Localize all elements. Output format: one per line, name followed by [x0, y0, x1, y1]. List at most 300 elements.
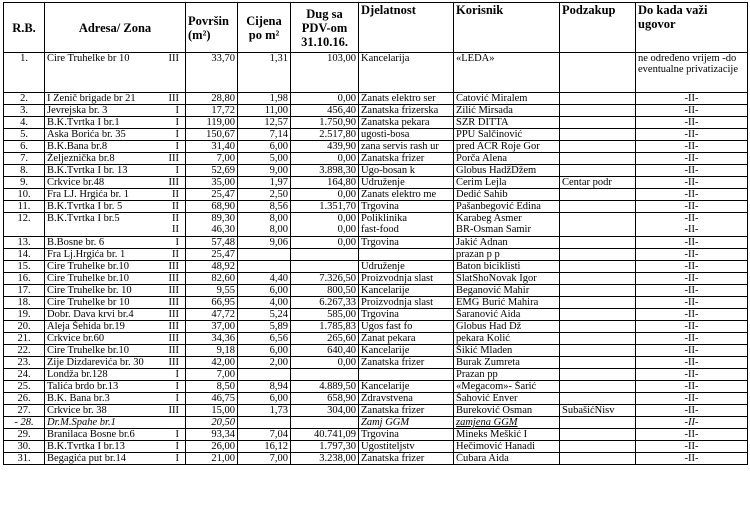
cell-djelatnost: Zanatska pekara: [359, 117, 454, 129]
cell-do-kada: -II-: [636, 297, 748, 309]
cell-podzakup: [560, 105, 636, 117]
cell-rb: 4.: [4, 117, 45, 129]
cell-podzakup: [560, 141, 636, 153]
cell-dug: 0,00: [291, 153, 359, 165]
cell-rb: 1.: [4, 53, 45, 93]
address-text: Dr.M.Spahe br.1: [47, 417, 116, 428]
zone-text: III: [168, 53, 179, 64]
cell-dug: 0,00 0,00: [291, 213, 359, 237]
cell-cijena: [238, 417, 291, 429]
table-row: [4, 369, 748, 381]
cell-cijena: [238, 369, 291, 381]
cell-dug: [291, 417, 359, 429]
zone-text: III: [168, 333, 179, 344]
cell-povrsin: 7,00: [186, 153, 238, 165]
address-text: Dobr. Dava krvi br.4: [47, 309, 134, 320]
cell-podzakup: [560, 213, 636, 237]
cell-adresa: [45, 249, 186, 261]
cell-adresa: [45, 345, 186, 357]
cell-djelatnost: Trgovina: [359, 309, 454, 321]
cell-podzakup: [560, 441, 636, 453]
address-text: B.K.Bana br.8: [47, 141, 108, 152]
cell-rb: 10.: [4, 189, 45, 201]
cell-povrsin: 33,70: [186, 53, 238, 93]
cell-dug: 3.238,00: [291, 453, 359, 465]
zone-text: I: [175, 369, 179, 380]
cell-djelatnost: Ugostiteljstv: [359, 441, 454, 453]
cell-podzakup: [560, 285, 636, 297]
cell-djelatnost: ugosti-bosa: [359, 129, 454, 141]
header-djelatnost: Djelatnost: [359, 3, 454, 53]
cell-do-kada: -II-: [636, 273, 748, 285]
cell-dug: 1.797,30: [291, 441, 359, 453]
cell-cijena: [238, 249, 291, 261]
cell-dug: 304,00: [291, 405, 359, 417]
cell-adresa: [45, 273, 186, 285]
cell-adresa: [45, 93, 186, 105]
cell-do-kada: -II-: [636, 357, 748, 369]
cell-adresa: [45, 405, 186, 417]
cell-korisnik: Prazan pp: [454, 369, 560, 381]
cell-do-kada: -II-: [636, 285, 748, 297]
cell-rb: 7.: [4, 153, 45, 165]
table-row: [4, 177, 748, 189]
address-text: Ćire Truhelke br 10: [47, 297, 130, 308]
address-text: B.Bosne br. 6: [47, 237, 105, 248]
address-text: Aska Borića br. 35: [47, 129, 126, 140]
lease-table: [3, 2, 748, 465]
header-cijena: Cijena po m²: [238, 3, 291, 53]
table-row: [4, 417, 748, 429]
address-text: Fra LJ. Hrgića br. 1: [47, 189, 130, 200]
header-row: [4, 3, 748, 53]
cell-do-kada: -II- -II-: [636, 213, 748, 237]
cell-povrsin: 20,50: [186, 417, 238, 429]
cell-podzakup: [560, 237, 636, 249]
cell-do-kada: -II-: [636, 177, 748, 189]
cell-dug: 800,50: [291, 285, 359, 297]
cell-korisnik: «Megacom»- Šarić: [454, 381, 560, 393]
table-row: [4, 129, 748, 141]
cell-korisnik: pred ACR Roje Gor: [454, 141, 560, 153]
cell-do-kada: -II-: [636, 333, 748, 345]
cell-djelatnost: Zamj GGM: [359, 417, 454, 429]
cell-korisnik: Ćerim Lejla: [454, 177, 560, 189]
cell-djelatnost: Zanat pekara: [359, 333, 454, 345]
cell-adresa: [45, 417, 186, 429]
cell-cijena: 9,06: [238, 237, 291, 249]
cell-rb: 25.: [4, 381, 45, 393]
cell-djelatnost: Trgovina: [359, 201, 454, 213]
cell-podzakup: [560, 345, 636, 357]
cell-podzakup: [560, 189, 636, 201]
zone-text: I: [175, 429, 179, 440]
cell-adresa: [45, 213, 186, 237]
cell-cijena: 1,98: [238, 93, 291, 105]
cell-rb: 24.: [4, 369, 45, 381]
lease-table-container: [3, 2, 747, 465]
cell-korisnik: Globus HadžDžem: [454, 165, 560, 177]
cell-povrsin: 48,92: [186, 261, 238, 273]
cell-cijena: 7,04: [238, 429, 291, 441]
cell-cijena: 5,24: [238, 309, 291, 321]
cell-rb: 18.: [4, 297, 45, 309]
cell-adresa: [45, 429, 186, 441]
zone-text: III: [168, 357, 179, 368]
cell-korisnik: «LEDA»: [454, 53, 560, 93]
cell-do-kada: -II-: [636, 441, 748, 453]
cell-podzakup: [560, 333, 636, 345]
cell-adresa: [45, 333, 186, 345]
table-row: [4, 297, 748, 309]
cell-do-kada: -II-: [636, 417, 748, 429]
table-body: [4, 53, 748, 465]
cell-dug: 265,60: [291, 333, 359, 345]
cell-povrsin: 7,00: [186, 369, 238, 381]
address-text: Aleja Šehida br.19: [47, 321, 125, 332]
cell-korisnik: Burak Zumreta: [454, 357, 560, 369]
cell-adresa: [45, 357, 186, 369]
cell-cijena: 16,12: [238, 441, 291, 453]
cell-korisnik: Pašanbegović Edina: [454, 201, 560, 213]
header-do-kada: Do kada važi ugovor: [636, 3, 748, 53]
table-row: [4, 285, 748, 297]
zone-text: II: [172, 201, 179, 212]
zone-text: I: [175, 117, 179, 128]
cell-adresa: [45, 105, 186, 117]
cell-do-kada: -II-: [636, 381, 748, 393]
cell-djelatnost: Trgovina: [359, 237, 454, 249]
cell-do-kada: -II-: [636, 453, 748, 465]
cell-korisnik: zamjena GGM: [454, 417, 560, 429]
cell-korisnik: Dedić Sahib: [454, 189, 560, 201]
cell-dug: 640,40: [291, 345, 359, 357]
cell-korisnik: SZR DITTA: [454, 117, 560, 129]
cell-rb: 16.: [4, 273, 45, 285]
cell-podzakup: [560, 393, 636, 405]
cell-korisnik: Globus Had Dž: [454, 321, 560, 333]
cell-dug: 1.750,90: [291, 117, 359, 129]
cell-povrsin: 9,55: [186, 285, 238, 297]
cell-rb: 11.: [4, 201, 45, 213]
cell-dug: 456,40: [291, 105, 359, 117]
cell-rb: 2.: [4, 93, 45, 105]
cell-povrsin: 57,48: [186, 237, 238, 249]
cell-povrsin: 35,00: [186, 177, 238, 189]
cell-povrsin: 89,30 46,30: [186, 213, 238, 237]
cell-do-kada: -II-: [636, 405, 748, 417]
cell-podzakup: [560, 453, 636, 465]
cell-povrsin: 93,34: [186, 429, 238, 441]
zone-text: III: [168, 273, 179, 284]
address-text: Ćire Truhelke br 10: [47, 53, 130, 64]
cell-do-kada: -II-: [636, 117, 748, 129]
table-row: [4, 93, 748, 105]
header-korisnik: Korisnik: [454, 3, 560, 53]
zone-text: I: [175, 441, 179, 452]
address-text: Crkvice br. 38: [47, 405, 107, 416]
zone-text: II: [172, 249, 179, 260]
cell-djelatnost: Zanatska frizer: [359, 453, 454, 465]
zone-text: III: [168, 285, 179, 296]
cell-rb: 5.: [4, 129, 45, 141]
cell-adresa: [45, 53, 186, 93]
cell-do-kada: ne određeno vrijem -do eventualne privatizacije: [636, 53, 748, 93]
cell-dug: 1.785,83: [291, 321, 359, 333]
cell-rb: 19.: [4, 309, 45, 321]
cell-adresa: [45, 117, 186, 129]
address-text: Begagića put br.14: [47, 453, 127, 464]
cell-dug: 0,00: [291, 237, 359, 249]
zone-text: III: [168, 345, 179, 356]
address-text: I Zenič brigade br 21: [47, 93, 136, 104]
cell-djelatnost: Kancelarija: [359, 53, 454, 93]
zone-text: III: [168, 93, 179, 104]
zone-text: III: [168, 153, 179, 164]
cell-djelatnost: Proizvodnja slast: [359, 273, 454, 285]
cell-rb: 29.: [4, 429, 45, 441]
table-row: [4, 357, 748, 369]
address-text: Ćire Truhelke br.10: [47, 261, 129, 272]
cell-cijena: 1,97: [238, 177, 291, 189]
cell-cijena: 1,31: [238, 53, 291, 93]
cell-podzakup: [560, 321, 636, 333]
cell-korisnik: pekara Kolić: [454, 333, 560, 345]
cell-korisnik: Čubara Aida: [454, 453, 560, 465]
cell-podzakup: Centar podr: [560, 177, 636, 189]
cell-adresa: [45, 285, 186, 297]
cell-djelatnost: zana servis rash ur: [359, 141, 454, 153]
zone-text: I: [175, 381, 179, 392]
cell-djelatnost: Zanats elektro ser: [359, 93, 454, 105]
table-row: [4, 453, 748, 465]
cell-rb: 21.: [4, 333, 45, 345]
cell-do-kada: -II-: [636, 261, 748, 273]
address-text: Jevrejska br. 3: [47, 105, 108, 116]
cell-dug: 4.889,50: [291, 381, 359, 393]
cell-rb: 8.: [4, 165, 45, 177]
cell-podzakup: [560, 53, 636, 93]
cell-cijena: 2,50: [238, 189, 291, 201]
cell-adresa: [45, 309, 186, 321]
cell-dug: 439,90: [291, 141, 359, 153]
cell-do-kada: -II-: [636, 141, 748, 153]
cell-do-kada: -II-: [636, 165, 748, 177]
cell-rb: 13.: [4, 237, 45, 249]
cell-do-kada: -II-: [636, 429, 748, 441]
cell-dug: [291, 369, 359, 381]
cell-do-kada: -II-: [636, 249, 748, 261]
cell-podzakup: [560, 381, 636, 393]
cell-rb: 12.: [4, 213, 45, 237]
cell-povrsin: 68,90: [186, 201, 238, 213]
cell-dug: [291, 261, 359, 273]
cell-povrsin: 42,00: [186, 357, 238, 369]
cell-do-kada: -II-: [636, 153, 748, 165]
table-row: [4, 165, 748, 177]
cell-adresa: [45, 153, 186, 165]
cell-dug: 6.267,33: [291, 297, 359, 309]
cell-dug: 164,80: [291, 177, 359, 189]
cell-podzakup: [560, 201, 636, 213]
cell-dug: 40.741,09: [291, 429, 359, 441]
cell-adresa: [45, 237, 186, 249]
cell-dug: 103,00: [291, 53, 359, 93]
cell-adresa: [45, 453, 186, 465]
cell-dug: 0,00: [291, 189, 359, 201]
cell-cijena: 6,00: [238, 141, 291, 153]
address-text: Londža br.128: [47, 369, 108, 380]
cell-cijena: 6,56: [238, 333, 291, 345]
cell-podzakup: [560, 357, 636, 369]
cell-povrsin: 46,75: [186, 393, 238, 405]
zone-text: I: [175, 129, 179, 140]
cell-cijena: 4,40: [238, 273, 291, 285]
cell-korisnik: prazan p p: [454, 249, 560, 261]
cell-rb: 3.: [4, 105, 45, 117]
cell-cijena: 5,00: [238, 153, 291, 165]
cell-do-kada: -II-: [636, 369, 748, 381]
address-text: Ćire Truhelke br. 10: [47, 285, 132, 296]
cell-adresa: [45, 177, 186, 189]
cell-do-kada: -II-: [636, 93, 748, 105]
cell-podzakup: [560, 165, 636, 177]
zone-text: III: [168, 261, 179, 272]
cell-adresa: [45, 201, 186, 213]
table-row: [4, 53, 748, 93]
zone-text: I: [175, 453, 179, 464]
cell-do-kada: -II-: [636, 129, 748, 141]
cell-povrsin: 8,50: [186, 381, 238, 393]
table-row: [4, 441, 748, 453]
cell-podzakup: [560, 417, 636, 429]
header-podzakup: Podzakup: [560, 3, 636, 53]
address-text: Željeznička br.8: [47, 153, 115, 164]
table-row: [4, 141, 748, 153]
cell-do-kada: -II-: [636, 189, 748, 201]
cell-povrsin: 9,18: [186, 345, 238, 357]
cell-djelatnost: Trgovina: [359, 429, 454, 441]
cell-djelatnost: Kancelarije: [359, 345, 454, 357]
cell-cijena: 6,00: [238, 345, 291, 357]
cell-povrsin: 25,47: [186, 249, 238, 261]
zone-text: I: [175, 165, 179, 176]
header-povrsin: Površin (m²): [186, 3, 238, 53]
cell-rb: 6.: [4, 141, 45, 153]
cell-adresa: [45, 189, 186, 201]
cell-korisnik: Zilić Mirsada: [454, 105, 560, 117]
zone-text: III: [168, 309, 179, 320]
cell-podzakup: [560, 429, 636, 441]
cell-adresa: [45, 297, 186, 309]
table-row: [4, 189, 748, 201]
cell-povrsin: 15,00: [186, 405, 238, 417]
cell-korisnik: Šikić Mladen: [454, 345, 560, 357]
address-text: B.K.Tvrtka I br.13: [47, 441, 125, 452]
address-text: Ćire Truhelke br.10: [47, 273, 129, 284]
cell-do-kada: -II-: [636, 393, 748, 405]
cell-dug: 3.898,30: [291, 165, 359, 177]
cell-povrsin: 25,47: [186, 189, 238, 201]
cell-povrsin: 119,00: [186, 117, 238, 129]
cell-rb: 31.: [4, 453, 45, 465]
cell-djelatnost: Zanatska frizer: [359, 405, 454, 417]
cell-povrsin: 28,80: [186, 93, 238, 105]
cell-adresa: [45, 441, 186, 453]
cell-podzakup: [560, 369, 636, 381]
cell-korisnik: Karabeg Asmer BR-Osman Samir: [454, 213, 560, 237]
cell-dug: 7.326,50: [291, 273, 359, 285]
cell-dug: 0,00: [291, 357, 359, 369]
table-row: [4, 309, 748, 321]
cell-cijena: 5,89: [238, 321, 291, 333]
table-row: [4, 105, 748, 117]
cell-cijena: 2,00: [238, 357, 291, 369]
cell-cijena: 9,00: [238, 165, 291, 177]
zone-text: I: [175, 237, 179, 248]
address-text: B.K.Tvrtka I br.5: [47, 213, 120, 224]
cell-korisnik: Ćatović Miralem: [454, 93, 560, 105]
cell-podzakup: [560, 129, 636, 141]
cell-cijena: [238, 261, 291, 273]
header-dug: Dug sa PDV-om 31.10.16.: [291, 3, 359, 53]
zone-text: I: [175, 105, 179, 116]
table-row: [4, 153, 748, 165]
cell-djelatnost: Udruženje: [359, 177, 454, 189]
cell-cijena: 6,00: [238, 285, 291, 297]
cell-djelatnost: Udruženje: [359, 261, 454, 273]
cell-korisnik: Mineks Meškić I: [454, 429, 560, 441]
header-adresa: Adresa/ Zona: [45, 3, 186, 53]
cell-korisnik: EMG Burić Mahira: [454, 297, 560, 309]
address-text: Crkvice br.48: [47, 177, 105, 188]
zone-text: II II: [172, 213, 179, 235]
table-row: [4, 117, 748, 129]
cell-podzakup: [560, 93, 636, 105]
cell-povrsin: 150,67: [186, 129, 238, 141]
zone-text: II: [172, 189, 179, 200]
address-text: Fra Lj.Hrgića br. 1: [47, 249, 126, 260]
cell-korisnik: Jakić Adnan: [454, 237, 560, 249]
cell-djelatnost: Kancelarije: [359, 381, 454, 393]
cell-djelatnost: Zanats elektro me: [359, 189, 454, 201]
zone-text: III: [168, 321, 179, 332]
table-row: [4, 321, 748, 333]
cell-rb: 23.: [4, 357, 45, 369]
cell-dug: 0,00: [291, 93, 359, 105]
address-text: Talića brdo br.13: [47, 381, 119, 392]
cell-cijena: 11,00: [238, 105, 291, 117]
cell-dug: 585,00: [291, 309, 359, 321]
cell-cijena: 6,00: [238, 393, 291, 405]
cell-korisnik: Šahović Enver: [454, 393, 560, 405]
cell-do-kada: -II-: [636, 345, 748, 357]
cell-rb: 17.: [4, 285, 45, 297]
cell-povrsin: 31,40: [186, 141, 238, 153]
cell-rb: 9.: [4, 177, 45, 189]
address-text: Ćire Truhelke br.10: [47, 345, 129, 356]
cell-korisnik: Baton biciklisti: [454, 261, 560, 273]
cell-podzakup: [560, 297, 636, 309]
cell-korisnik: Porča Alena: [454, 153, 560, 165]
cell-podzakup: [560, 153, 636, 165]
cell-podzakup: [560, 273, 636, 285]
cell-do-kada: -II-: [636, 105, 748, 117]
address-text: Branilaca Bosne br.6: [47, 429, 135, 440]
cell-povrsin: 37,00: [186, 321, 238, 333]
address-text: B.K.Tvrtka I br. 5: [47, 201, 123, 212]
address-text: B.K.Tvrtka I br.1: [47, 117, 120, 128]
